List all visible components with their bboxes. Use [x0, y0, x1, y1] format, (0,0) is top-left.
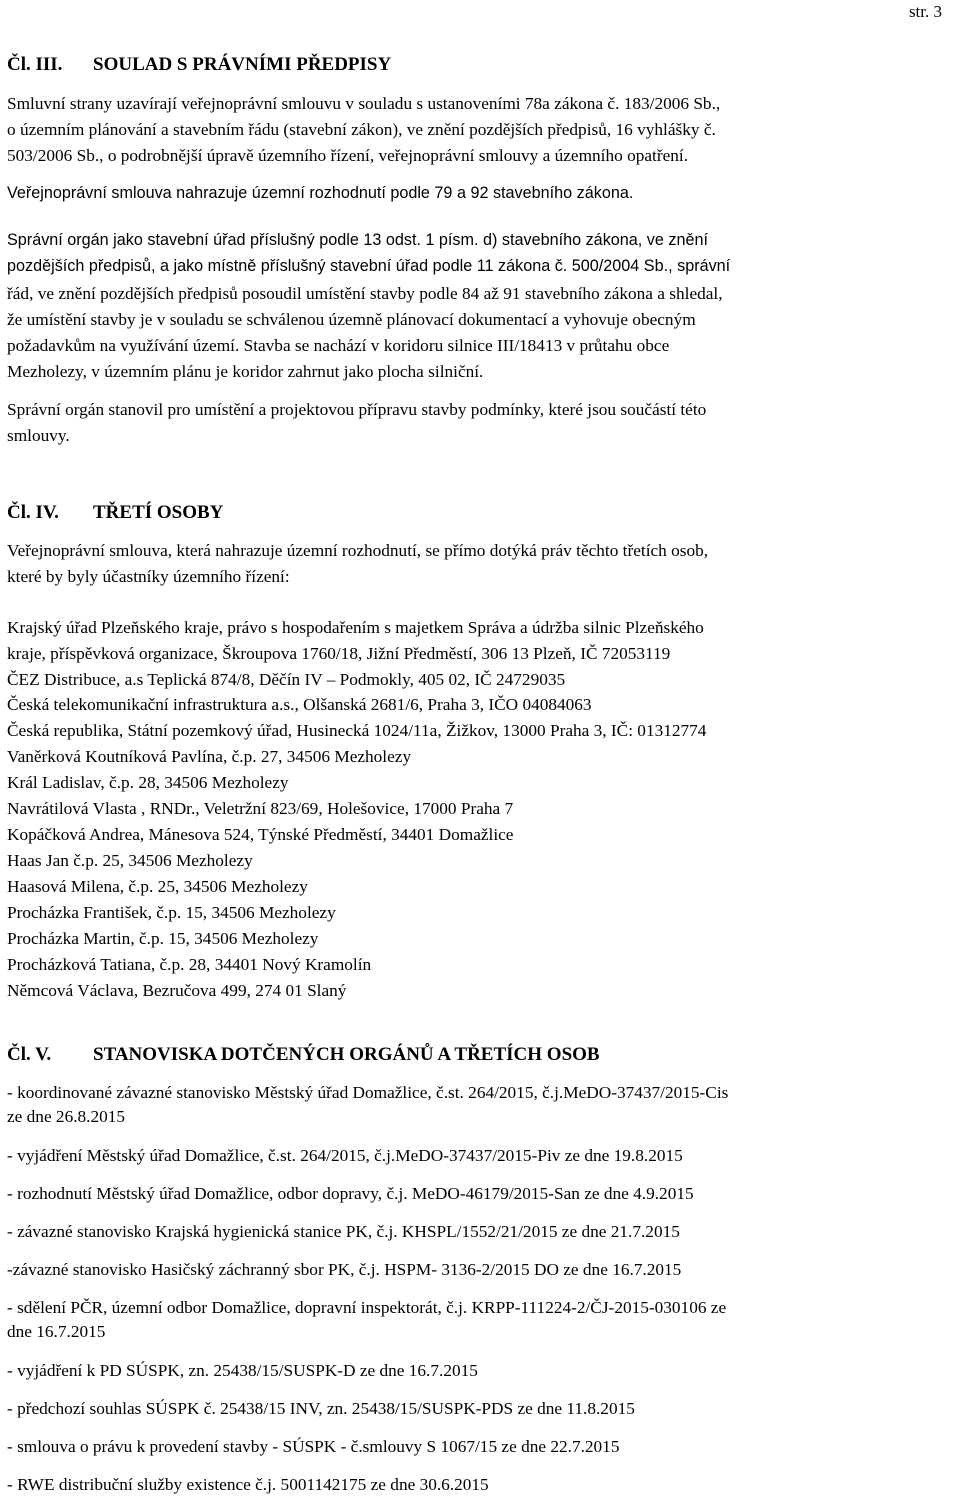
- section-5-heading: [7, 1043, 600, 1067]
- third-party-entry: Procházka František, č.p. 15, 34506 Mezholezy: [7, 903, 336, 922]
- section-3-line: smlouvy.: [7, 426, 70, 445]
- third-party-entry: Kopáčková Andrea, Mánesova 524, Týnské Předměstí, 34401 Domažlice: [7, 825, 514, 844]
- opinion-item: dne 16.7.2015: [7, 1322, 106, 1341]
- opinion-item: - RWE distribuční služby existence č.j. 5001142175 ze dne 30.6.2015: [7, 1475, 489, 1494]
- section-3-line: řád, ve znění pozdějších předpisů posoudil umístění stavby podle 84 až 91 stavebního zákona a shledal,: [7, 284, 723, 303]
- section-3-line: Správní orgán jako stavební úřad příslušný podle 13 odst. 1 písm. d) stavebního zákona, ve znění: [7, 231, 708, 249]
- section-4-intro-line: které by byly účastníky územního řízení:: [7, 567, 290, 586]
- section-4-number: Čl. IV.: [7, 502, 59, 523]
- third-party-entry: Procházková Tatiana, č.p. 28, 34401 Nový Kramolín: [7, 955, 372, 974]
- opinion-item: - závazné stanovisko Krajská hygienická stanice PK, č.j. KHSPL/1552/21/2015 ze dne 21.7.2015: [7, 1222, 680, 1241]
- opinion-item: - vyjádření Městský úřad Domažlice, č.st. 264/2015, č.j.MeDO-37437/2015-Piv ze dne 19.8.2015: [7, 1146, 683, 1165]
- opinion-item: - koordinované závazné stanovisko Městský úřad Domažlice, č.st. 264/2015, č.j.MeDO-37437/2015-Cis: [7, 1083, 729, 1102]
- opinion-item: - vyjádření k PD SÚSPK, zn. 25438/15/SUSPK-D ze dne 16.7.2015: [7, 1361, 478, 1380]
- third-party-entry: Česká republika, Státní pozemkový úřad, Husinecká 1024/11a, Žižkov, 13000 Praha 3, IČ: 01312774: [7, 721, 707, 740]
- third-party-entry: Haas Jan č.p. 25, 34506 Mezholezy: [7, 851, 253, 870]
- section-3-title: SOULAD S PRÁVNÍMI PŘEDPISY: [93, 54, 392, 75]
- section-3-line: požadavkům na využívání území. Stavba se nachází v koridoru silnice III/18413 v průtahu obce: [7, 336, 670, 355]
- third-party-entry: Haasová Milena, č.p. 25, 34506 Mezholezy: [7, 877, 308, 896]
- section-3-line: 503/2006 Sb., o podrobnější úpravě územního řízení, veřejnoprávní smlouvy a územního opatření.: [7, 146, 689, 165]
- third-party-entry: Vaněrková Koutníková Pavlína, č.p. 27, 34506 Mezholezy: [7, 747, 412, 766]
- opinion-item: -závazné stanovisko Hasičský záchranný sbor PK, č.j. HSPM- 3136-2/2015 DO ze dne 16.7.2015: [7, 1260, 682, 1279]
- section-4-intro-line: Veřejnoprávní smlouva, která nahrazuje územní rozhodnutí, se přímo dotýká práv těchto třetích osob,: [7, 541, 709, 560]
- opinion-item: - rozhodnutí Městský úřad Domažlice, odbor dopravy, č.j. MeDO-46179/2015-San ze dne 4.9.2015: [7, 1184, 694, 1203]
- section-3-heading: [7, 53, 391, 77]
- opinion-item: ze dne 26.8.2015: [7, 1107, 126, 1126]
- opinion-item: - sdělení PČR, územní odbor Domažlice, dopravní inspektorát, č.j. KRPP-111224-2/ČJ-2015-030106 ze: [7, 1298, 727, 1317]
- section-3-line: pozdějších předpisů, a jako místně příslušný stavební úřad podle 11 zákona č. 500/2004 Sb., správní: [7, 257, 731, 275]
- third-party-entry: Němcová Václava, Bezručova 499, 274 01 Slaný: [7, 981, 347, 1000]
- third-party-entry: kraje, příspěvková organizace, Škroupova 1760/18, Jižní Předměstí, 306 13 Plzeň, IČ 72053119: [7, 644, 671, 663]
- section-5-number: Čl. V.: [7, 1044, 52, 1065]
- opinion-item: - předchozí souhlas SÚSPK č. 25438/15 INV, zn. 25438/15/SUSPK-PDS ze dne 11.8.2015: [7, 1399, 635, 1418]
- opinion-item: - smlouva o právu k provedení stavby - SÚSPK - č.smlouvy S 1067/15 ze dne 22.7.2015: [7, 1437, 620, 1456]
- third-party-entry: Král Ladislav, č.p. 28, 34506 Mezholezy: [7, 773, 289, 792]
- section-5-title: STANOVISKA DOTČENÝCH ORGÁNŮ A TŘETÍCH OSOB: [93, 1044, 600, 1065]
- third-party-entry: Navrátilová Vlasta , RNDr., Veletržní 823/69, Holešovice, 17000 Praha 7: [7, 799, 514, 818]
- section-4-heading: [7, 501, 223, 525]
- section-3-line: Správní orgán stanovil pro umístění a projektovou přípravu stavby podmínky, které jsou součástí této: [7, 400, 707, 419]
- third-party-entry: Procházka Martin, č.p. 15, 34506 Mezholezy: [7, 929, 319, 948]
- section-4-title: TŘETÍ OSOBY: [93, 502, 224, 523]
- third-party-entry: ČEZ Distribuce, a.s Teplická 874/8, Děčín IV – Podmokly, 405 02, IČ 24729035: [7, 670, 566, 689]
- page-number: str. 3: [908, 2, 942, 21]
- section-3-line: že umístění stavby je v souladu se schválenou územně plánovací dokumentací a vyhovuje obecným: [7, 310, 696, 329]
- section-3-line: Smluvní strany uzavírají veřejnoprávní smlouvu v souladu s ustanoveními 78a zákona č. 183/2006 Sb.,: [7, 94, 721, 113]
- section-3-number: Čl. III.: [7, 54, 63, 75]
- section-3-line: o územním plánování a stavebním řádu (stavební zákon), ve znění pozdějších předpisů, 16 vyhlášky č.: [7, 120, 716, 139]
- third-party-entry: Krajský úřad Plzeňského kraje, právo s hospodařením s majetkem Správa a údržba silnic Plzeňského: [7, 618, 704, 637]
- section-3-line: Mezholezy, v územním plánu je koridor zahrnut jako plocha silniční.: [7, 362, 484, 381]
- section-3-line: Veřejnoprávní smlouva nahrazuje územní rozhodnutí podle 79 a 92 stavebního zákona.: [7, 184, 634, 202]
- third-party-entry: Česká telekomunikační infrastruktura a.s., Olšanská 2681/6, Praha 3, IČO 04084063: [7, 695, 592, 714]
